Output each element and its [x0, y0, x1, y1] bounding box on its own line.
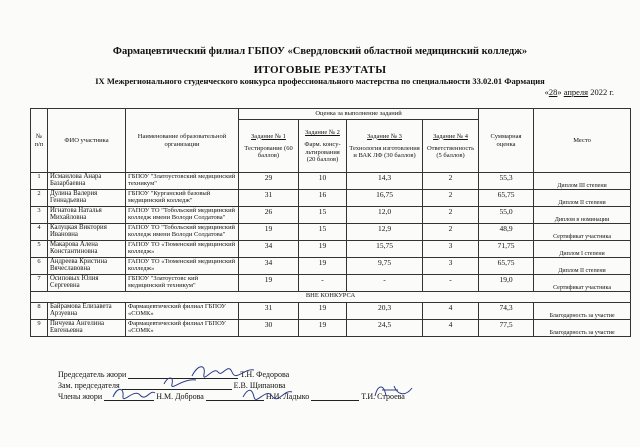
organization-name: ГБПОУ "Златоустовс кий медицинский техникум" [126, 275, 239, 292]
organization-name: Фармацевтический филиал ГБПОУ «СОМК» [126, 303, 239, 320]
organization-name: ГБПОУ "Златоустовский медицинский техникум" [126, 173, 239, 190]
organization-name: ГАПОУ ТО "Тобольский медицинский колледж имени Володи Солдатова" [126, 224, 239, 241]
table-row [31, 190, 631, 207]
organization-header: Фармацевтический филиал ГБПОУ «Свердловский областной медицинский колледж» [112, 46, 528, 57]
table-row [31, 173, 631, 190]
place-award: Диплом в номинации [534, 207, 631, 224]
task-2-score: - [299, 275, 347, 292]
task-4-score: 3 [423, 241, 479, 258]
document-subtitle: IX Межрегионального студенческого конкурса профессионального мастерства по специальности 33.02.01 Фармация [95, 76, 545, 86]
row-number: 7 [31, 275, 48, 292]
task-2-score: 19 [299, 303, 347, 320]
task-3-score: - [347, 275, 423, 292]
participant-name: Андреева Кристина Вячеславовна [48, 258, 126, 275]
organization-name: ГАПОУ ТО «Тюменский медицинский колледж» [126, 258, 239, 275]
row-number: 5 [31, 241, 48, 258]
header-task-1: Задание № 1 Тестирование (60 баллов) [239, 120, 299, 173]
participant-name: Игнатова Наталья Михайловна [48, 207, 126, 224]
row-number: 3 [31, 207, 48, 224]
task-3-score: 15,75 [347, 241, 423, 258]
participant-name: Макарова Алена Константиновна [48, 241, 126, 258]
table-row [31, 320, 631, 337]
place-award: Диплом II степени [534, 190, 631, 207]
row-number: 1 [31, 173, 48, 190]
task-1-score: 29 [239, 173, 299, 190]
member-1-name: Н.М. Доброва [156, 392, 204, 401]
place-award: Диплом II степени [534, 258, 631, 275]
task-2-score: 15 [299, 207, 347, 224]
table-row [31, 258, 631, 275]
header-org: Наименование образовательной организации [126, 109, 239, 173]
task-3-score: 16,75 [347, 190, 423, 207]
signature-scribble-member-2 [240, 385, 294, 401]
participant-name: Калуцкая Виктория Ивановна [48, 224, 126, 241]
place-award: Благодарность за участие [534, 303, 631, 320]
place-award: Благодарность за участие [534, 320, 631, 337]
chair-name: Т.Н. Федорова [240, 370, 290, 379]
task-4-score: 2 [423, 190, 479, 207]
header-total: Суммарная оценка [479, 109, 534, 173]
row-number: 4 [31, 224, 48, 241]
row-number: 9 [31, 320, 48, 337]
task-3-score: 14,3 [347, 173, 423, 190]
total-score: 48,9 [479, 224, 534, 241]
separator-label: ВНЕ КОНКУРСА [31, 292, 631, 303]
task-3-score: 12,9 [347, 224, 423, 241]
row-number: 8 [31, 303, 48, 320]
date-day: 28 [548, 87, 558, 97]
task-2-score: 10 [299, 173, 347, 190]
date-month: апреля [563, 87, 589, 97]
chair-label: Председатель жюри [58, 370, 127, 379]
date-quote-close: » [557, 87, 562, 97]
header-num: № п/п [31, 109, 48, 173]
results-table [30, 108, 631, 337]
members-label: Члены жюри [58, 392, 103, 401]
header-scores: Оценка за выполнение заданий [239, 109, 479, 120]
task-2-score: 19 [299, 258, 347, 275]
table-row [31, 224, 631, 241]
results-body [31, 173, 631, 337]
table-row [31, 241, 631, 258]
total-score: 65,75 [479, 258, 534, 275]
table-row [31, 275, 631, 292]
total-score: 77,5 [479, 320, 534, 337]
organization-name: ГБПОУ "Курганский базовый медицинский колледж" [126, 190, 239, 207]
task-1-score: 30 [239, 320, 299, 337]
task-4-score: 2 [423, 207, 479, 224]
date-quote-open: « [544, 87, 549, 97]
header-task-2: Задание № 2 Фарм. консу-льтирования (20 баллов) [299, 120, 347, 173]
task-1-score: 19 [239, 224, 299, 241]
participant-name: Байрамова Елизавета Арзуевна [48, 303, 126, 320]
row-number: 6 [31, 258, 48, 275]
task-1-score: 26 [239, 207, 299, 224]
task-4-score: 4 [423, 303, 479, 320]
member-2-name: Н.И. Ладыко [265, 392, 310, 401]
header-name: ФИО участника [48, 109, 126, 173]
organization-name: ГАПОУ ТО "Тобольский медицинский колледж имени Володи Солдатова" [126, 207, 239, 224]
organization-name: Фармацевтический филиал ГБПОУ «СОМК» [126, 320, 239, 337]
task-2-score: 16 [299, 190, 347, 207]
signature-scribble-member-3 [372, 382, 416, 400]
task-4-score: - [423, 275, 479, 292]
task-3-score: 20,3 [347, 303, 423, 320]
task-3-score: 24,5 [347, 320, 423, 337]
task-2-score: 19 [299, 241, 347, 258]
task-4-score: 4 [423, 320, 479, 337]
document-date [545, 87, 614, 97]
place-award: Диплом I степени [534, 241, 631, 258]
task-1-score: 19 [239, 275, 299, 292]
participant-name: Дулина Валерия Геннадьевна [48, 190, 126, 207]
header-task-4: Задание № 4 Ответственность (5 баллов) [423, 120, 479, 173]
organization-name: ГАПОУ ТО «Тюменский медицинский колледж» [126, 241, 239, 258]
vice-name: Е.В. Щипанова [233, 381, 286, 390]
member-3-name: Т.И. Строева [361, 392, 405, 401]
total-score: 71,75 [479, 241, 534, 258]
participant-name: Пичуева Ангелина Евгеньевна [48, 320, 126, 337]
separator-row [31, 292, 631, 303]
task-3-score: 12,0 [347, 207, 423, 224]
task-4-score: 2 [423, 173, 479, 190]
table-row [31, 207, 631, 224]
place-award: Сертификат участника [534, 224, 631, 241]
task-4-score: 2 [423, 224, 479, 241]
total-score: 65,75 [479, 190, 534, 207]
total-score: 19,0 [479, 275, 534, 292]
total-score: 55,3 [479, 173, 534, 190]
task-4-score: 3 [423, 258, 479, 275]
task-2-score: 15 [299, 224, 347, 241]
signature-scribble-vice [160, 374, 200, 388]
place-award: Сертификат участника [534, 275, 631, 292]
task-2-score: 19 [299, 320, 347, 337]
place-award: Диплом III степени [534, 173, 631, 190]
vice-label: Зам. председателя [58, 381, 120, 390]
total-score: 74,3 [479, 303, 534, 320]
table-row [31, 303, 631, 320]
participant-name: Исмаилова Анара Базарбаевна [48, 173, 126, 190]
document-title: ИТОГОВЫЕ РЕЗУТАТЫ [253, 64, 387, 76]
signature-scribble-member-1 [110, 385, 158, 401]
participant-name: Осиповых Юлия Сергеевна [48, 275, 126, 292]
row-number: 2 [31, 190, 48, 207]
header-task-3: Задание № 3 Технология изготовления и ВАК ЛФ (30 баллов) [347, 120, 423, 173]
task-3-score: 9,75 [347, 258, 423, 275]
task-1-score: 31 [239, 303, 299, 320]
header-place: Место [534, 109, 631, 173]
task-1-score: 34 [239, 241, 299, 258]
date-year: 2022 г. [590, 87, 614, 97]
total-score: 55,0 [479, 207, 534, 224]
task-1-score: 31 [239, 190, 299, 207]
task-1-score: 34 [239, 258, 299, 275]
